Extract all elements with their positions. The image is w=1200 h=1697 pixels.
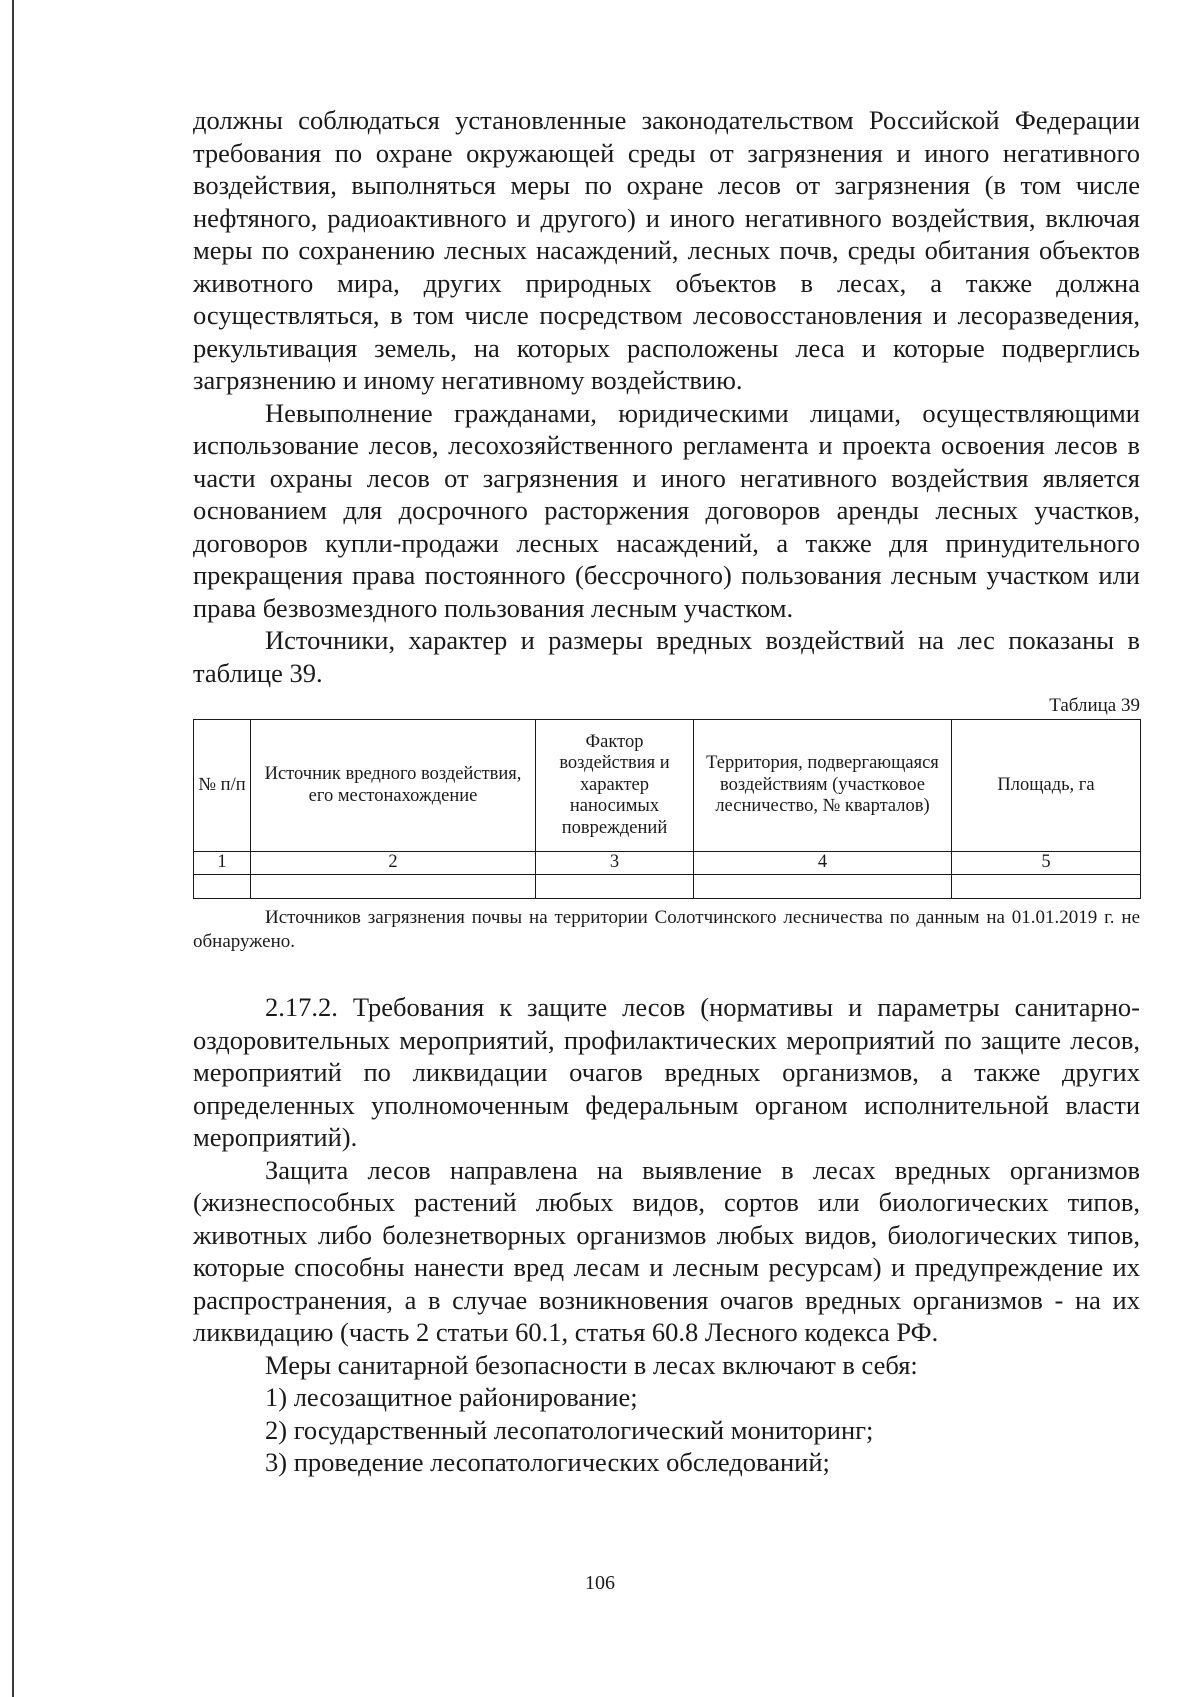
header-number: № п/п (194, 720, 251, 852)
page-number: 106 (585, 1572, 615, 1594)
section-heading: 2.17.2. Требования к защите лесов (нормативы и параметры санитарно-оздоровительных мероприятий, профилактических мероприятий по защите лесов, мероприятий по ликвидации очагов вредных организмов, а также других определенных уполномоченным федеральным органом исполнительной власти мероприятий). (193, 992, 1140, 1152)
column-number-cell: 3 (536, 852, 694, 875)
table-cell (952, 875, 1141, 899)
table-header-row (194, 720, 1141, 852)
section-gap (193, 954, 1140, 991)
header-territory: Территория, подвергающаяся воздействиям (участковое лесничество, № кварталов) (694, 720, 952, 852)
table-cell (194, 875, 251, 899)
paragraph-forest-protection: Защита лесов направлена на выявление в лесах вредных организмов (жизнеспособных растений любых видов, сортов или биологических типов, животных либо болезнетворных организмов любых видов, биологических типов, которые способны нанести вред лесам и лесным ресурсам) и предупреждение их распространения, а в случае возникновения очагов вредных организмов - на их ликвидацию (часть 2 статьи 60.1, статья 60.8 Лесного кодекса РФ. (193, 1154, 1140, 1347)
table-cell (694, 875, 952, 899)
table-caption: Таблица 39 (1049, 695, 1140, 716)
table-cell (251, 875, 536, 899)
header-source: Источник вредного воздействия, его местонахождение (251, 720, 536, 852)
table-note: Источников загрязнения почвы на территории Солотчинского лесничества по данным на 01.01.2019 г. не обнаружено. (193, 907, 1140, 952)
column-number-row (194, 852, 1141, 875)
column-number-cell: 4 (694, 852, 952, 875)
column-number-cell: 1 (194, 852, 251, 875)
list-item: 2) государственный лесопатологический мониторинг; (265, 1414, 874, 1445)
paragraph-protection-requirements: должны соблюдаться установленные законодательством Российской Федерации требования по охране окружающей среды от загрязнения и иного негативного воздействия, выполняться меры по охране лесов от загрязнения (в том числе нефтяного, радиоактивного и другого) и иного негативного воздействия, включая меры по сохранению лесных насаждений, лесных почв, среды обитания объектов животного мира, других природных объектов в лесах, а также должна осуществляться, в том числе посредством лесовосстановления и лесоразведения, рекультивация земель, на которых расположены леса и которые подверглись загрязнению и иному негативному воздействию. (193, 105, 1140, 395)
column-number-cell: 2 (251, 852, 536, 875)
header-factor: Фактор воздействия и характер наносимых повреждений (536, 720, 694, 852)
paragraph-noncompliance: Невыполнение гражданами, юридическими лицами, осуществляющими использование лесов, лесохозяйственного регламента и проекта освоения лесов в части охраны лесов от загрязнения и иного негативного воздействия является основанием для досрочного расторжения договоров аренды лесных участков, договоров купли-продажи лесных насаждений, а также для принудительного прекращения права постоянного (бессрочного) пользования лесным участком или права безвозмездного пользования лесным участком. (193, 397, 1140, 623)
page-content (193, 104, 1140, 1479)
list-item: 3) проведение лесопатологических обследований; (265, 1447, 830, 1477)
header-area: Площадь, га (952, 720, 1141, 852)
harmful-impacts-table (193, 719, 1141, 899)
table-cell (536, 875, 694, 899)
table-row (194, 875, 1141, 899)
paragraph-table-reference: Источники, характер и размеры вредных воздействий на лес показаны в таблице 39. (193, 625, 1140, 688)
column-number-cell: 5 (952, 852, 1141, 875)
paragraph-sanitary-measures: Меры санитарной безопасности в лесах включают в себя: (265, 1349, 918, 1380)
scan-edge (0, 0, 14, 1697)
list-item: 1) лесозащитное районирование; (265, 1382, 638, 1412)
